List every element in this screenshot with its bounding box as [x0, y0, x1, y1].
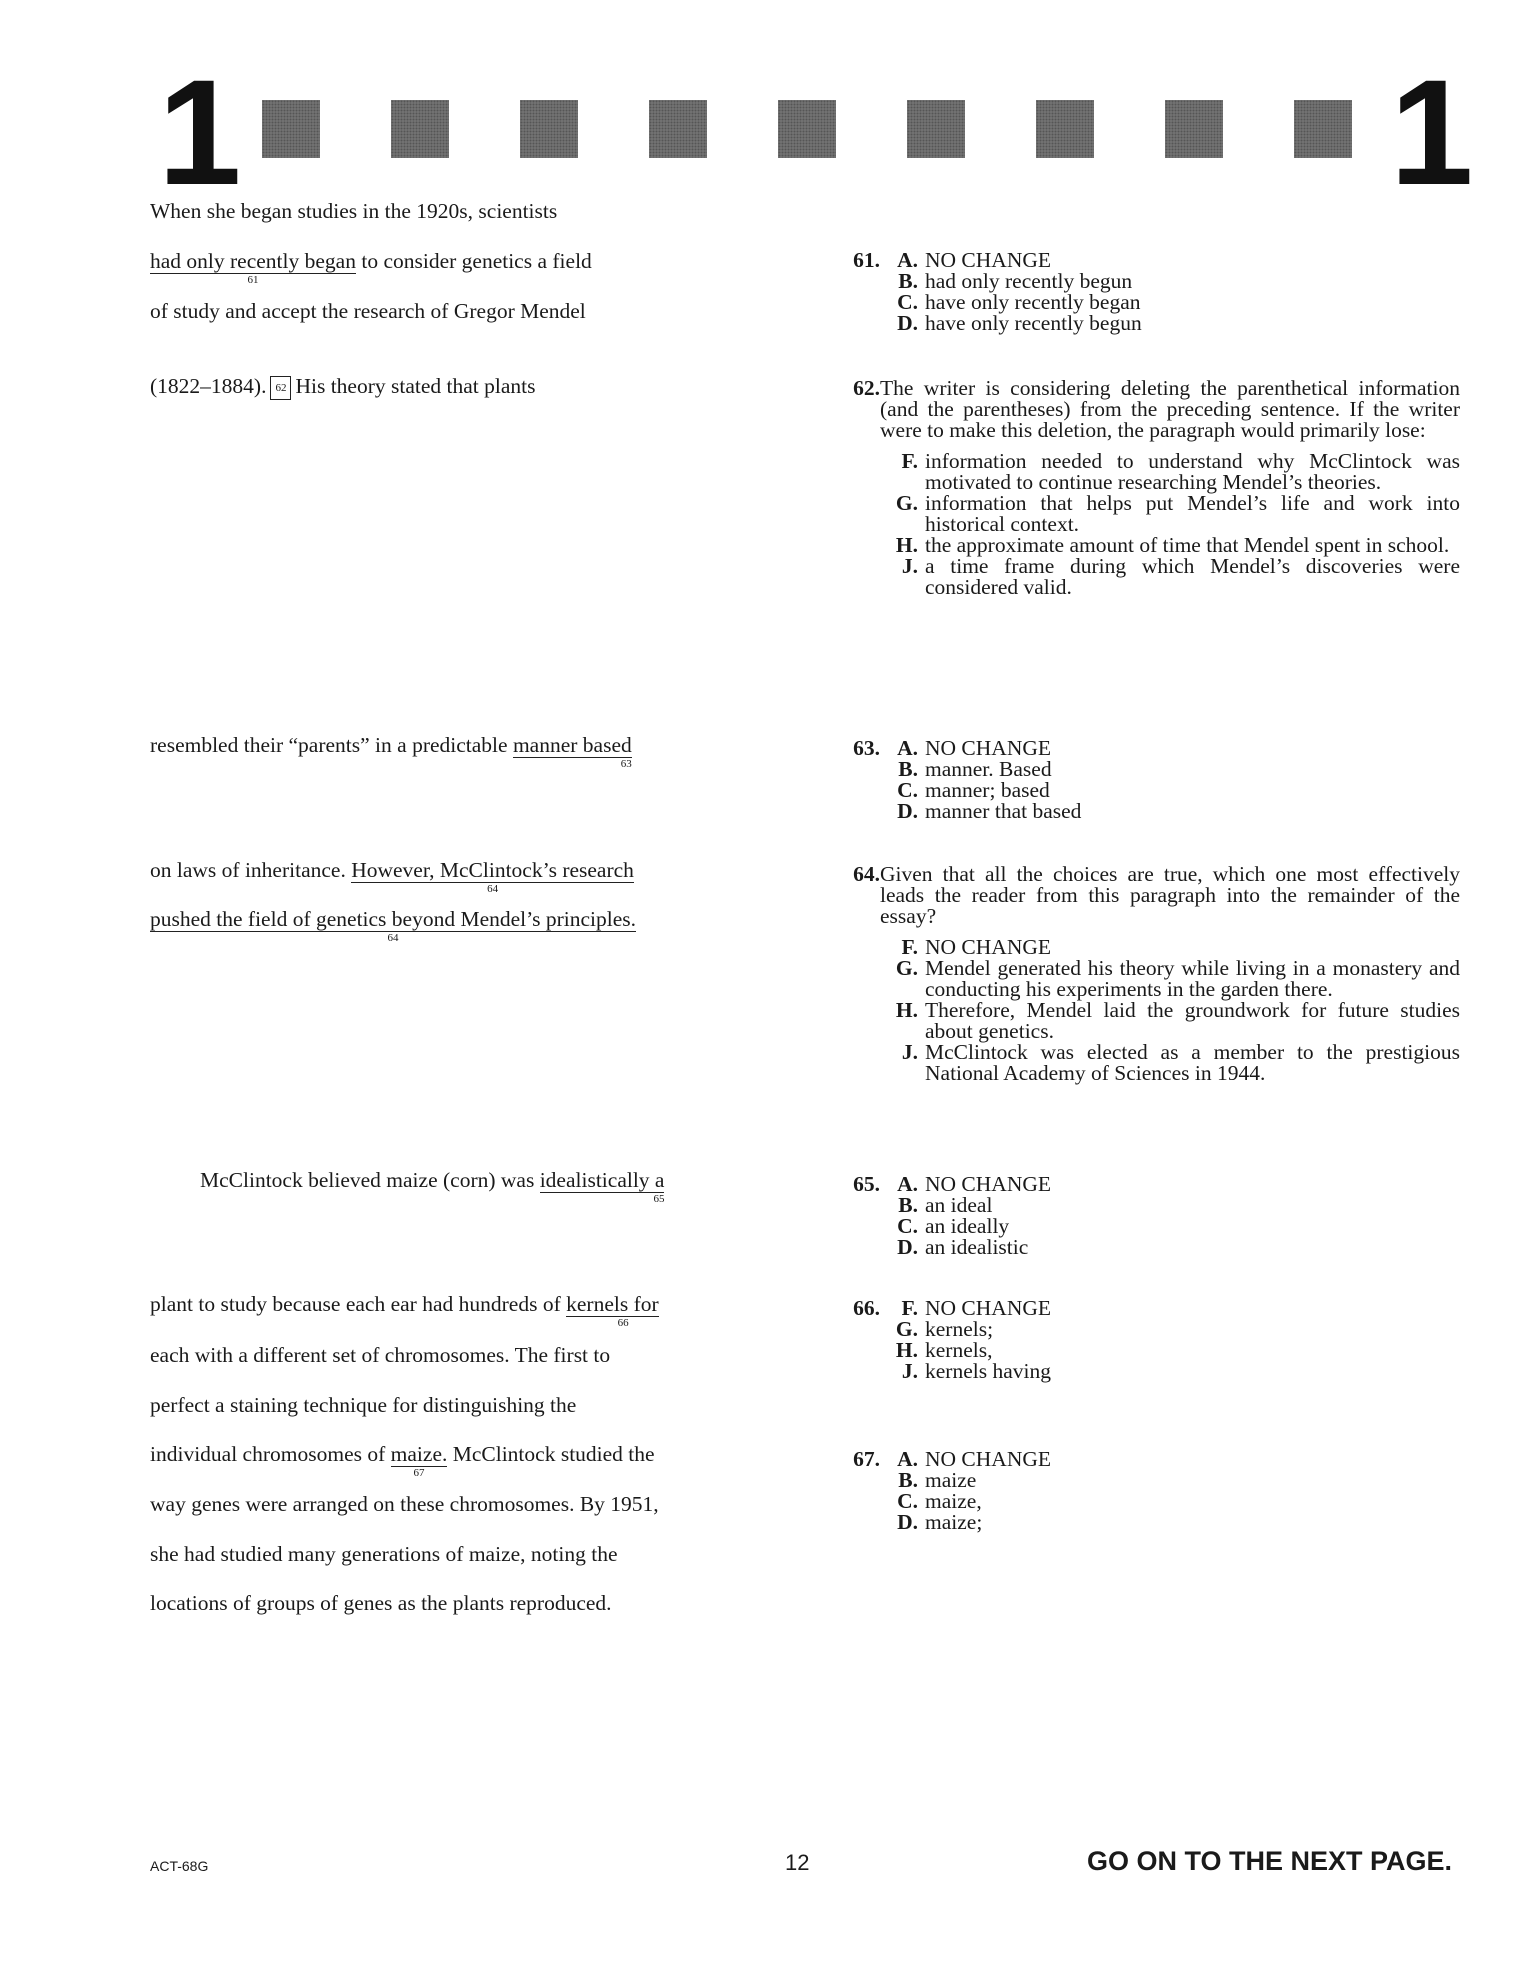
passage-line: way genes were arranged on these chromosomes. By 1951, [150, 1492, 659, 1516]
question-stem: 62. The writer is considering deleting the parenthetical information (and the parentheses) from the preceding sentence. If the writer were to make this deletion, the paragraph would primarily lose: [853, 376, 1460, 442]
header-square [778, 100, 836, 158]
header-square [649, 100, 707, 158]
answer-option[interactable]: J. McClintock was elected as a member to the prestigious National Academy of Sciences in 1944. [901, 1040, 1460, 1085]
answer-option[interactable]: J. kernels having [901, 1359, 1051, 1383]
question-67 [830, 1449, 1460, 1533]
question-65 [830, 1174, 1460, 1258]
underlined-portion-64: However, McClintock’s research 64 [351, 858, 634, 895]
header-square [1165, 100, 1223, 158]
answer-option[interactable]: 67. A. NO CHANGE [853, 1447, 1052, 1471]
answer-option[interactable]: C. maize, [897, 1489, 982, 1513]
question-64 [830, 864, 1460, 1084]
passage-line: resembled their “parents” in a predictable manner based 63 [150, 733, 632, 770]
passage-line: When she began studies in the 1920s, scientists [150, 199, 558, 223]
question-ref-64: 64 [387, 932, 399, 944]
answer-option[interactable]: C. manner; based [897, 778, 1050, 802]
header-square [1294, 100, 1352, 158]
question-ref-64: 64 [487, 883, 499, 895]
answer-option[interactable]: H. Therefore, Mendel laid the groundwork for future studies about genetics. [895, 998, 1460, 1043]
next-page-instruction: GO ON TO THE NEXT PAGE. [1086, 1846, 1452, 1876]
question-63 [830, 738, 1460, 822]
answer-option[interactable]: G. Mendel generated his theory while living in a monastery and conducting his experiments in the garden there. [895, 956, 1460, 1001]
answer-option[interactable]: C. an ideally [897, 1214, 1010, 1238]
header-square [262, 100, 320, 158]
passage-line: perfect a staining technique for distinguishing the [150, 1393, 577, 1417]
answer-option[interactable]: D. manner that based [897, 799, 1082, 823]
underlined-portion-61: had only recently began 61 [150, 249, 356, 286]
answer-option[interactable]: F. information needed to understand why McClintock was motivated to continue researching Mendel’s theories. [901, 449, 1460, 494]
section-number-left: 1 [158, 48, 242, 216]
answer-option[interactable]: G. kernels; [895, 1317, 994, 1341]
form-code: ACT-68G [150, 1858, 209, 1874]
answer-option[interactable]: C. have only recently began [897, 290, 1141, 314]
answer-option[interactable]: 65. A. NO CHANGE [853, 1172, 1052, 1196]
answer-option[interactable]: D. an idealistic [897, 1235, 1029, 1259]
answer-option[interactable]: H. kernels, [895, 1338, 993, 1362]
question-ref-66: 66 [617, 1317, 629, 1329]
answer-option[interactable]: D. have only recently begun [897, 311, 1142, 335]
answer-option[interactable]: H. the approximate amount of time that Mendel spent in school. [895, 533, 1450, 557]
answer-option[interactable]: F. NO CHANGE [901, 935, 1052, 959]
answer-option[interactable]: J. a time frame during which Mendel’s discoveries were considered valid. [901, 554, 1460, 599]
passage-line: McClintock believed maize (corn) was idealistically a 65 [200, 1168, 665, 1205]
answer-option[interactable]: B. manner. Based [898, 757, 1052, 781]
passage-line: each with a different set of chromosomes. The first to [150, 1343, 611, 1367]
question-66 [830, 1298, 1460, 1382]
header-square [391, 100, 449, 158]
header-square [1036, 100, 1094, 158]
answer-option[interactable]: 61. A. NO CHANGE [853, 248, 1052, 272]
answer-option[interactable]: D. maize; [897, 1510, 983, 1534]
question-62 [830, 378, 1460, 598]
question-61 [830, 250, 1460, 334]
header-square [907, 100, 965, 158]
question-ref-61: 61 [247, 274, 259, 286]
underlined-portion-67: maize. 67 [390, 1442, 448, 1479]
question-ref-67: 67 [413, 1467, 425, 1479]
question-ref-63: 63 [620, 758, 632, 770]
question-box-62: 62 [270, 376, 291, 400]
passage-line: of study and accept the research of Gregor Mendel [150, 299, 586, 323]
page-number: 12 [785, 1850, 810, 1875]
answer-option[interactable]: 63. A. NO CHANGE [853, 736, 1052, 760]
passage-line: (1822–1884). 62 His theory stated that plants [150, 373, 770, 400]
passage-line: individual chromosomes of maize. 67 McClintock studied the [150, 1442, 655, 1479]
underlined-portion-65: idealistically a 65 [539, 1168, 665, 1205]
passage-line: on laws of inheritance. However, McClintock’s research 64 [150, 858, 634, 895]
question-stem: 64. Given that all the choices are true, which one most effectively leads the reader from this paragraph into the remainder of the essay? [853, 862, 1460, 928]
underlined-portion-63: manner based 63 [512, 733, 632, 770]
passage-line: locations of groups of genes as the plants reproduced. [150, 1591, 612, 1615]
section-number-right: 1 [1390, 48, 1474, 216]
passage-line [150, 906, 770, 944]
answer-option[interactable]: B. an ideal [898, 1193, 993, 1217]
answer-option[interactable]: B. maize [898, 1468, 977, 1492]
header-square [520, 100, 578, 158]
passage-line: she had studied many generations of maize, noting the [150, 1542, 618, 1566]
passage-line: plant to study because each ear had hundreds of kernels for 66 [150, 1292, 659, 1329]
underlined-portion-66: kernels for 66 [566, 1292, 659, 1329]
underlined-portion-64: pushed the field of genetics beyond Mendel’s principles. 64 [150, 907, 637, 944]
passage-line: had only recently began 61 to consider genetics a field [150, 249, 592, 286]
answer-option[interactable]: B. had only recently begun [898, 269, 1133, 293]
answer-option[interactable]: G. information that helps put Mendel’s life and work into historical context. [895, 491, 1460, 536]
answer-option[interactable]: 66. F. NO CHANGE [853, 1296, 1052, 1320]
question-ref-65: 65 [653, 1193, 665, 1205]
